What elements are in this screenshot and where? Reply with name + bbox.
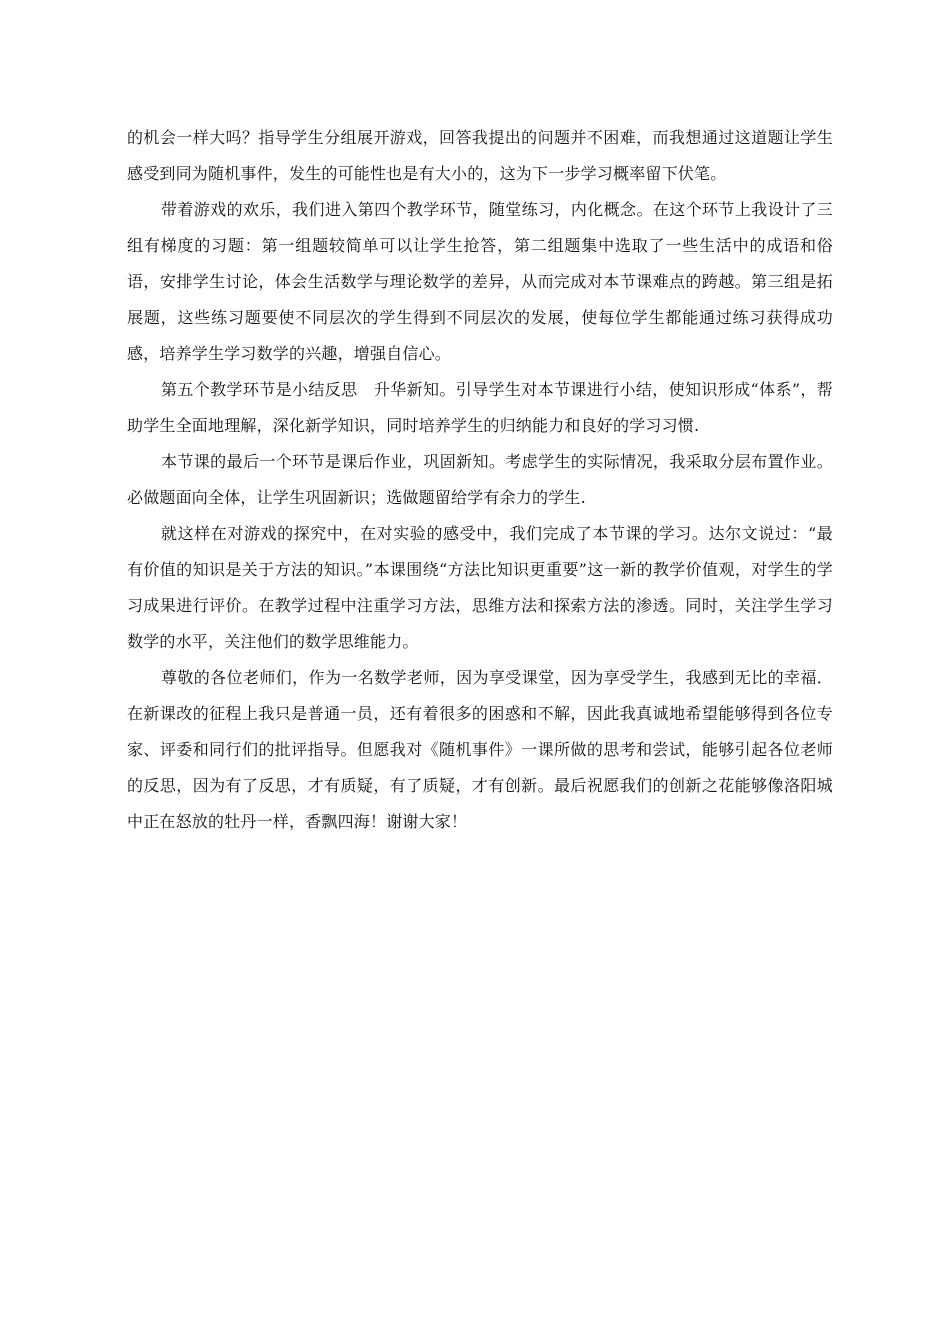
paragraph-3: 第五个教学环节是小结反思 升华新知。引导学生对本节课进行小结，使知识形成“体系”，帮助学生全面地理解，深化新学知识，同时培养学生的归纳能力和良好的学习习惯.	[127, 380, 833, 435]
paragraph-2: 带着游戏的欢乐，我们进入第四个教学环节，随堂练习，内化概念。在这个环节上我设计了三组有梯度的习题：第一组题较简单可以让学生抢答，第二组题集中选取了一些生活中的成语和俗语，安排学生讨论，体会生活数学与理论数学的差异，从而完成对本节课难点的跨越。第三组是拓展题，这些练习题要使不同层次的学生得到不同层次的发展，使每位学生都能通过练习获得成功感，培养学生学习数学的兴趣，增强自信心。	[127, 200, 833, 363]
paragraph-1: 的机会一样大吗？指导学生分组展开游戏，回答我提出的问题并不困难，而我想通过这道题让学生感受到同为随机事件，发生的可能性也是有大小的，这为下一步学习概率留下伏笔。	[127, 128, 833, 183]
document-body	[127, 120, 833, 840]
paragraph-6: 尊敬的各位老师们，作为一名数学老师，因为享受课堂，因为享受学生，我感到无比的幸福．在新课改的征程上我只是普通一员，还有着很多的困惑和不解，因此我真诚地希望能够得到各位专家、评委和同行们的批评指导。但愿我对《随机事件》一课所做的思考和尝试，能够引起各位老师的反思，因为有了反思，才有质疑，有了质疑，才有创新。最后祝愿我们的创新之花能够像洛阳城中正在怒放的牡丹一样，香飘四海！谢谢大家！	[127, 668, 833, 831]
paragraph-5: 就这样在对游戏的探究中，在对实验的感受中，我们完成了本节课的学习。达尔文说过：“最有价值的知识是关于方法的知识。”本课围绕“方法比知识更重要”这一新的教学价值观，对学生的学习成果进行评价。在教学过程中注重学习方法，思维方法和探索方法的渗透。同时，关注学生学习数学的水平，关注他们的数学思维能力。	[127, 524, 833, 651]
paragraph-4: 本节课的最后一个环节是课后作业，巩固新知。考虑学生的实际情况，我采取分层布置作业。必做题面向全体，让学生巩固新识；选做题留给学有余力的学生.	[127, 452, 833, 507]
